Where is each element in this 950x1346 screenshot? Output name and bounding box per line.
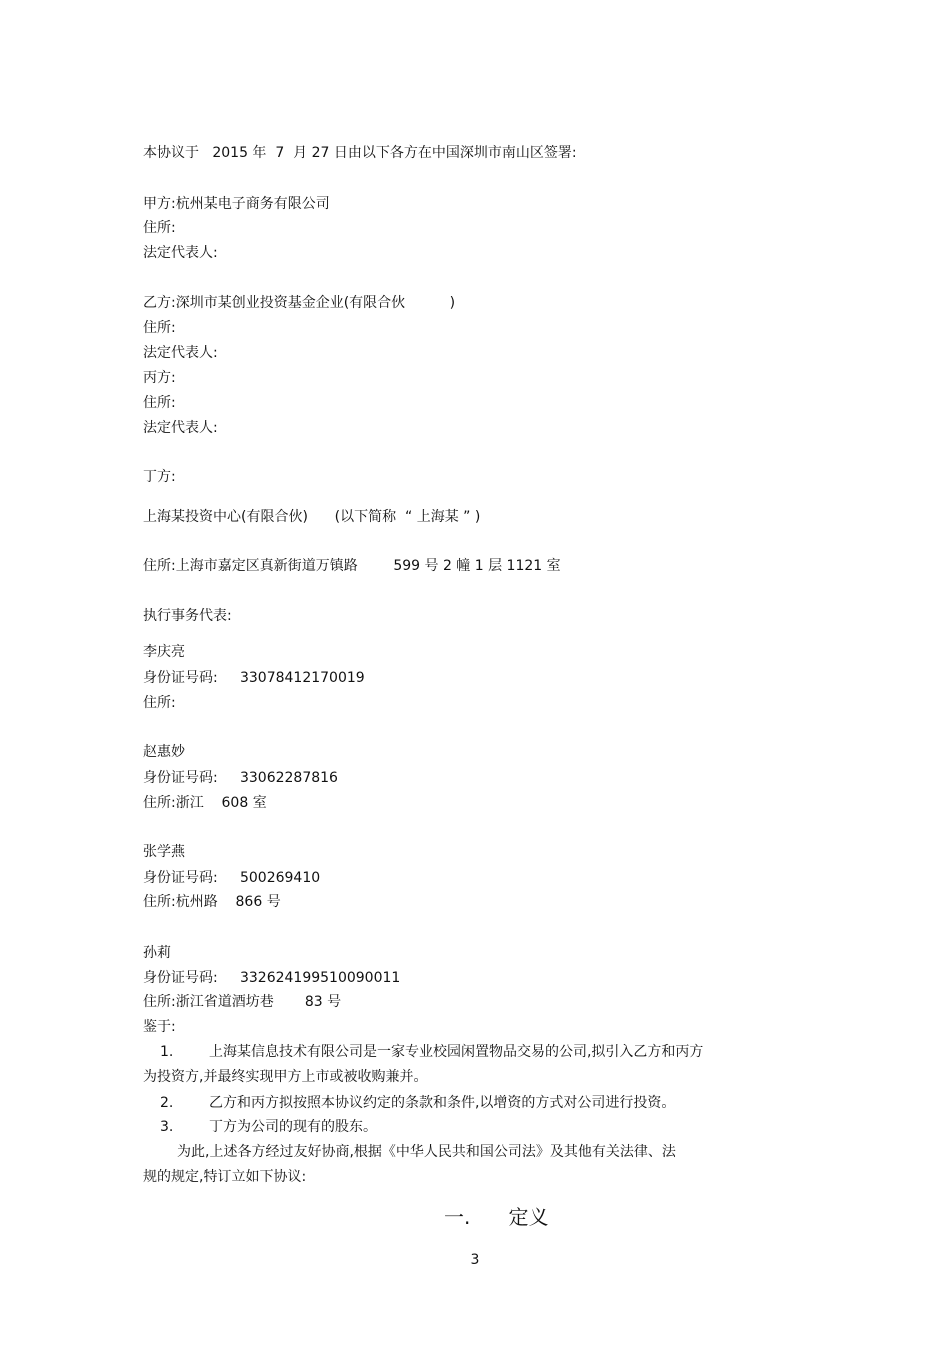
person-name: 张学燕 [143, 844, 185, 860]
agreement-intro: 本协议于 2015 年 7 月 27 日由以下各方在中国深圳市南山区签署: [143, 145, 577, 161]
whereas-item-1-continued: 为投资方,并最终实现甲方上市或被收购兼并。 [143, 1069, 428, 1085]
conclusion-paragraph: 为此,上述各方经过友好协商,根据《中华人民共和国公司法》及其他有关法律、法 [177, 1144, 676, 1160]
person-id-number: 身份证号码: 33062287816 [143, 770, 338, 786]
section-heading: 一. 定义 [444, 1205, 549, 1229]
party-d-address: 住所:上海市嘉定区真新街道万镇路 599 号 2 幢 1 层 1121 室 [143, 558, 561, 574]
person-name: 李庆亮 [143, 644, 185, 660]
person-address: 住所:杭州路 866 号 [143, 894, 281, 910]
party-c-representative: 法定代表人: [143, 420, 218, 436]
whereas-label: 鉴于: [143, 1019, 176, 1035]
whereas-item-3: 3. 丁方为公司的现有的股东。 [160, 1119, 377, 1135]
party-c-address: 住所: [143, 395, 176, 411]
party-a-representative: 法定代表人: [143, 245, 218, 261]
person-name: 孙莉 [143, 945, 171, 961]
party-b-representative: 法定代表人: [143, 345, 218, 361]
party-b-name: 乙方:深圳市某创业投资基金企业(有限合伙 ) [143, 295, 456, 311]
person-address: 住所: [143, 695, 176, 711]
party-c-name: 丙方: [143, 370, 176, 386]
conclusion-paragraph-continued: 规的规定,特订立如下协议: [143, 1169, 307, 1185]
party-d-executive-label: 执行事务代表: [143, 608, 232, 624]
party-a-address: 住所: [143, 220, 176, 236]
party-a-name: 甲方:杭州某电子商务有限公司 [143, 196, 330, 212]
whereas-item-2: 2. 乙方和丙方拟按照本协议约定的条款和条件,以增资的方式对公司进行投资。 [160, 1095, 676, 1111]
whereas-item-1: 1. 上海某信息技术有限公司是一家专业校园闲置物品交易的公司,拟引入乙方和丙方 [160, 1044, 704, 1060]
person-id-number: 身份证号码: 33078412170019 [143, 670, 365, 686]
party-d-label: 丁方: [143, 469, 176, 485]
person-id-number: 身份证号码: 332624199510090011 [143, 970, 401, 986]
person-address: 住所:浙江省道酒坊巷 83 号 [143, 994, 342, 1010]
party-d-name: 上海某投资中心(有限合伙) (以下简称 “ 上海某 ” ) [143, 509, 481, 525]
person-address: 住所:浙江 608 室 [143, 795, 267, 811]
party-b-address: 住所: [143, 320, 176, 336]
person-id-number: 身份证号码: 500269410 [143, 870, 321, 886]
person-name: 赵惠妙 [143, 744, 185, 760]
page-number: 3 [470, 1252, 480, 1268]
